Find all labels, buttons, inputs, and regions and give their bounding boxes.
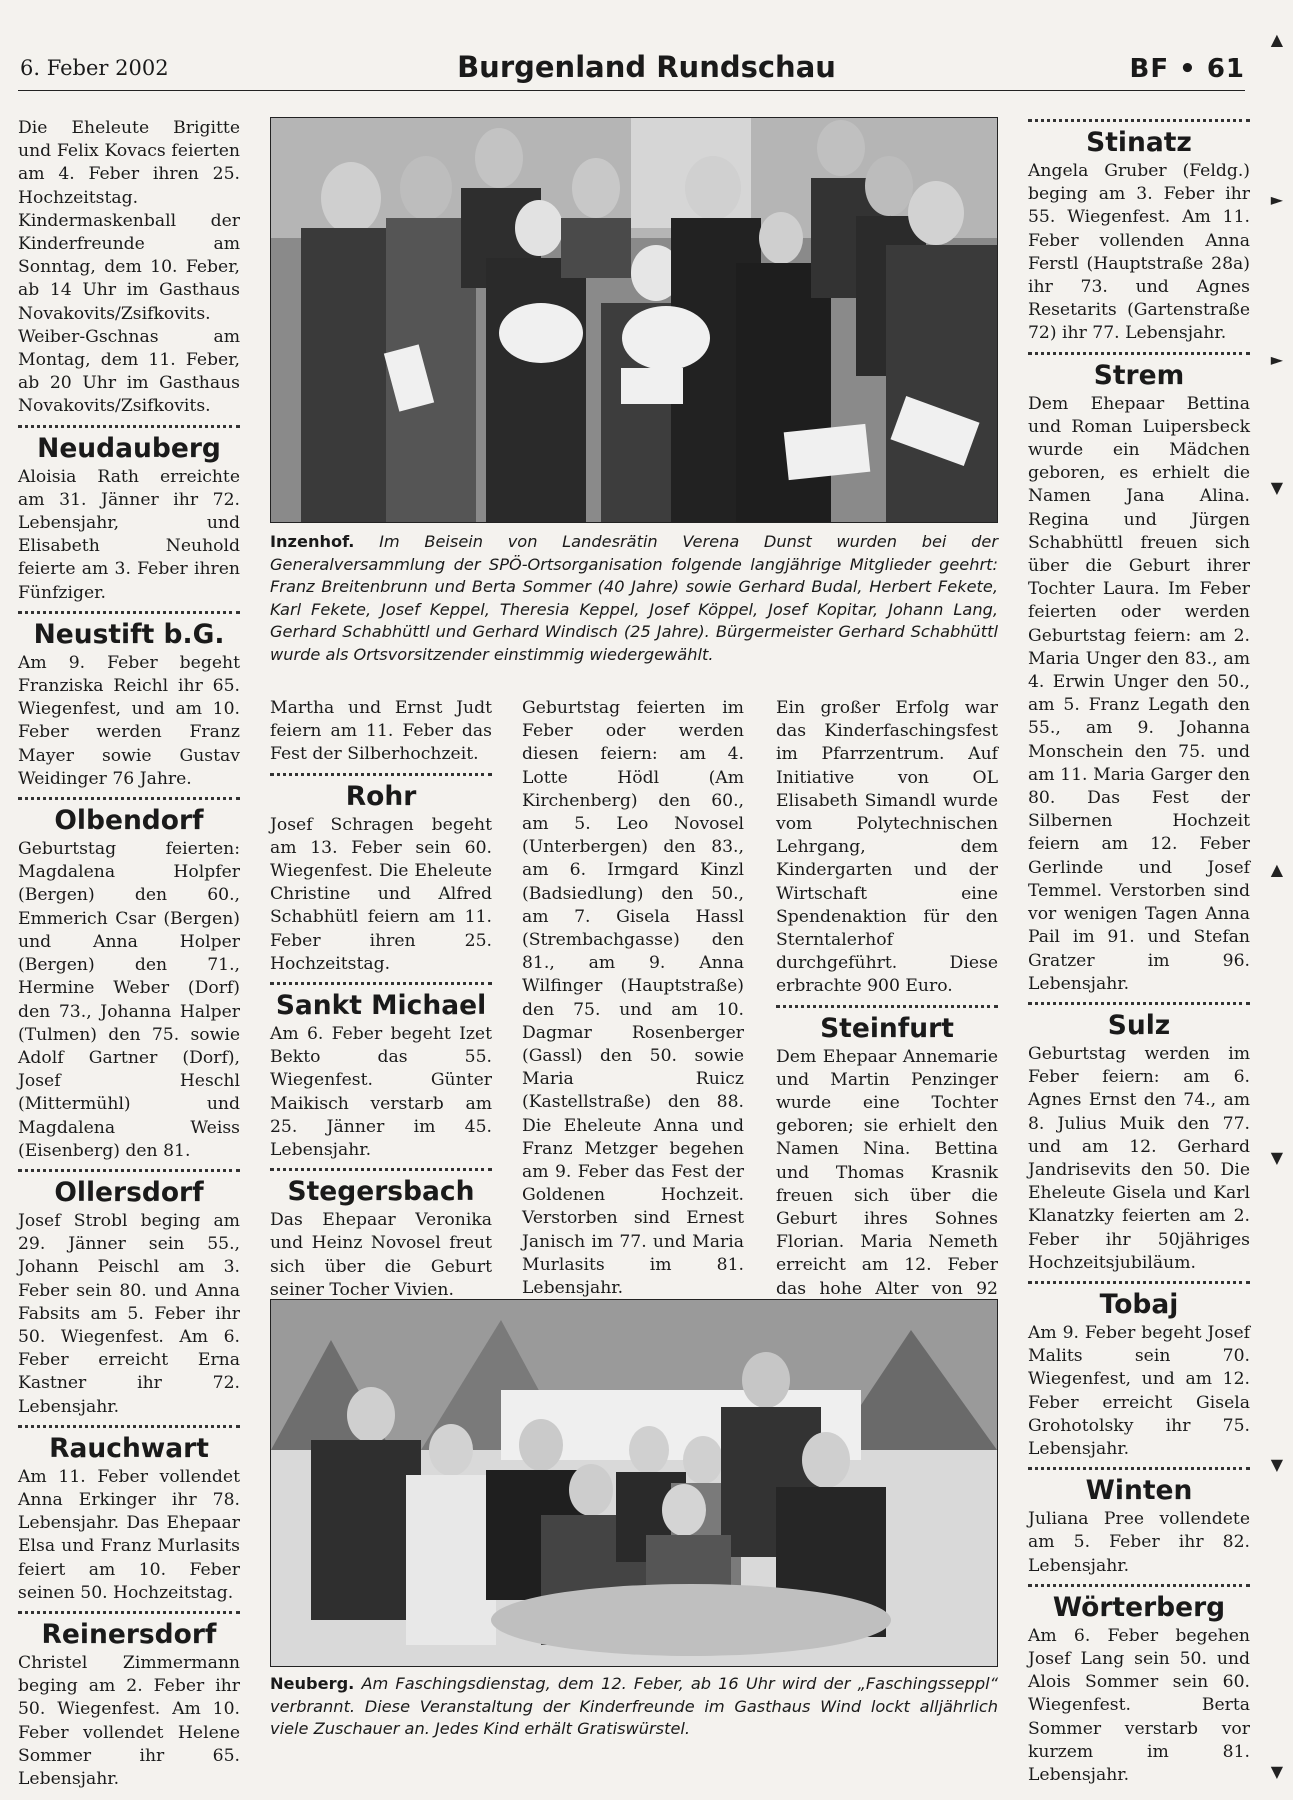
newspaper-title: Burgenland Rundschau [457,50,836,84]
dotted-divider [270,1168,492,1171]
section-text: Josef Schragen begeht am 13. Feber sein 60. Wiegenfest. Die Eheleute Christine und Alfred Schabhütl feiern am 11. Feber ihren 25. Hochzeitstag. [270,814,492,974]
section-text: Am 9. Feber begeht Franziska Reichl ihr 65. Wiegenfest, und am 10. Feber werden Franz Mayer sowie Gustav Weidinger 76 Jahre. [18,652,240,789]
section-heading: Strem [1093,359,1185,391]
scan-mark-icon: ▼ [1270,1762,1283,1781]
group-photo-inzenhof [270,117,998,523]
dotted-divider [18,1169,240,1172]
column-3 [522,697,744,1300]
dotted-divider [18,797,240,800]
section-heading: Stinatz [1086,127,1192,158]
dotted-divider [270,773,492,776]
caption-place: Inzenhof. [270,532,355,551]
section-heading: Neustift b.G. [33,618,225,650]
section-heading: Ollersdorf [54,1176,204,1208]
scan-mark-icon: ▲ [1270,860,1283,879]
column-5 [1028,119,1250,1787]
section-heading: Tobaj [1099,1288,1179,1320]
scan-mark-icon: ▲ [1270,30,1283,49]
section-heading: Sankt Michael [275,990,487,1022]
article-intro: Ein großer Erfolg war das Kinderfaschingsfest im Pfarrzentrum. Auf Initiative von OL Elisabeth Simandl wurde vom Polytechnischen Lehrgang, dem Kindergarten und der Wirtschaft eine Spendenaktion für den Sterntalerhof durchgeführt. Diese erbrachte 900 Euro. [776,698,998,997]
dotted-divider [270,982,492,985]
section-heading: Winten [1085,1475,1193,1507]
column-1 [18,117,240,1791]
dotted-divider [18,425,240,428]
section-heading: Neudauberg [37,432,221,464]
section-text: Josef Strobl beging am 29. Jänner sein 55., Johann Peischl am 3. Feber sein 80. und Anna Fabsits am 5. Feber ihr 50. Wiegenfest. Am 6. Feber erreicht Erna Kastner ihr 72. Lebensjahr. [18,1210,240,1417]
section-heading: Reinersdorf [41,1618,217,1650]
scan-mark-icon: ▼ [1270,1148,1283,1167]
section-text: Geburtstag werden im Feber feiern: am 6. Agnes Ernst den 74., am 8. Julius Muik den 77. und am 12. Gerhard Jandrisevits den 50. Die Eheleute Gisela und Karl Klanatzky feierten am 2. Feber ihr 50jähriges Hochzeitsjubiläum. [1028,1043,1250,1273]
header-rule [18,90,1245,91]
section-text: Dem Ehepaar Annemarie und Martin Penzinger wurde eine Tochter geboren; sie erhielt den Namen Nina. Bettina und Thomas Krasnik freuen sich über die Geburt ihres Sohnes Florian. Maria Nemeth erreicht am 12. Feber das hohe Alter von 92 [776,1046,998,1299]
dotted-divider [1028,1281,1250,1284]
section-text: Christel Zimmermann beging am 2. Feber ihr 50. Wiegenfest. Am 10. Feber vollendet Helene Sommer ihr 65. Lebensjahr. [18,1652,240,1789]
dotted-divider [776,1005,998,1008]
section-text: Aloisia Rath erreichte am 31. Jänner ihr 72. Lebensjahr, und Elisabeth Neuhold feierte am 3. Feber ihren Fünfziger. [18,466,240,603]
dotted-divider [18,1611,240,1614]
section-heading: Rauchwart [49,1432,209,1464]
scan-mark-icon: ► [1270,350,1283,369]
caption-place: Neuberg. [270,1674,355,1693]
section-heading: Wörterberg [1052,1591,1226,1623]
section-heading: Olbendorf [54,805,204,837]
scan-mark-icon: ▼ [1270,478,1283,497]
section-heading: Rohr [345,780,417,812]
dotted-divider [18,611,240,614]
column-4 [776,697,998,1324]
column-2 [270,697,492,1302]
photo-caption-inzenhof [270,531,998,666]
caption-text: Am Faschingsdienstag, dem 12. Feber, ab 16 Uhr wird der „Faschingsseppl“ verbrannt. Diese Veranstaltung der Kinderfreunde im Gasthaus Wind lockt alljährlich viele Zuschauer an. Jedes Kind erhält Gratiswürstel. [270,1674,998,1738]
section-heading: Sulz [1107,1009,1171,1041]
section-heading: Steinfurt [820,1012,954,1044]
group-photo-neuberg [270,1299,998,1667]
section-heading: Stegersbach [287,1176,475,1208]
section-text: Am 6. Feber begeht Izet Bekto das 55. Wiegenfest. Günter Maikisch verstarb am 25. Jänner im 45. Lebensjahr. [270,1024,492,1161]
article-intro: Martha und Ernst Judt feiern am 11. Feber das Fest der Silberhochzeit. [270,698,492,765]
dotted-divider [1028,1584,1250,1587]
section-text: Angela Gruber (Feldg.) beging am 3. Feber ihr 55. Wiegenfest. Am 11. Feber vollenden Anna Ferstl (Hauptstraße 28a) ihr 73. und Agnes Resetarits (Gartenstraße 72) ihr 77. Lebensjahr. [1028,161,1250,344]
photo-caption-neuberg [270,1673,998,1741]
dotted-divider [1028,119,1250,122]
section-text: Geburtstag feierten: Magdalena Holpfer (Bergen) den 60., Emmerich Csar (Bergen) und Anna Holper (Bergen) den 71., Hermine Weber (Dorf) den 73., Johanna Halper (Tulmen) den 75. sowie Adolf Gartner (Dorf), Josef Heschl (Mittermühl) und Magdalena Weiss (Eisenberg) den 81. [18,839,240,1161]
dotted-divider [1028,1002,1250,1005]
issue-date: 6. Feber 2002 [20,56,169,80]
article-intro: Die Eheleute Brigitte und Felix Kovacs feierten am 4. Feber ihren 25. Hochzeitstag. Kindermaskenball der Kinderfreunde am Sonntag, dem 10. Feber, ab 14 Uhr im Gasthaus Novakovits/Zsifkovits. Weiber-Gschnas am Montag, dem 11. Feber, ab 20 Uhr im Gasthaus Novakovits/Zsifkovits. [18,118,240,417]
scan-mark-icon: ▼ [1270,1455,1283,1474]
caption-text: Im Beisein von Landesrätin Verena Dunst wurden bei der Generalversammlung der SPÖ-Ortsorganisation folgende langjährige Mitglieder geehrt: Franz Breitenbrunn und Berta Sommer (40 Jahre) sowie Gerhard Budal, Herbert Fekete, Karl Fekete, Josef Keppel, Theresia Keppel, Josef Köppel, Josef Kopitar, Johann Lang, Gerhard Schabhüttl und Gerhard Windisch (25 Jahre). Bürgermeister Gerhard Schabhüttl wurde als Ortsvorsitzender einstimmig wiedergewählt. [270,532,998,664]
page-number: BF • 61 [1129,54,1245,84]
dotted-divider [18,1425,240,1428]
section-text: Am 11. Feber vollendet Anna Erkinger ihr 78. Lebensjahr. Das Ehepaar Elsa und Franz Murlasits feiert am 10. Feber seinen 50. Hochzeitstag. [18,1466,240,1603]
section-text: Juliana Pree vollendete am 5. Feber ihr 82. Lebensjahr. [1028,1509,1250,1576]
dotted-divider [1028,352,1250,355]
section-text: Das Ehepaar Veronika und Heinz Novosel freut sich über die Geburt seiner Tocher Vivien. [270,1210,492,1300]
article-text: Geburtstag feierten im Feber oder werden diesen feiern: am 4. Lotte Hödl (Am Kirchenberg) den 60., am 5. Leo Novosel (Unterbergen) den 83., am 6. Irmgard Kinzl (Badsiedlung) den 50., am 7. Gisela Hassl (Strembachgasse) den 81., am 9. Anna Wilfinger (Hauptstraße) den 75. und am 10. Dagmar Rosenberger (Gassl) den 50. sowie Maria Ruicz (Kastellstraße) den 88. Die Eheleute Anna und Franz Metzger begehen am 9. Feber das Fest der Goldenen Hochzeit. Verstorben sind Ernest Janisch im 77. und Maria Murlasits im 81. Lebensjahr. [522,698,744,1299]
section-text: Dem Ehepaar Bettina und Roman Luipersbeck wurde ein Mädchen geboren, es erhielt die Namen Jana Alina. Regina und Jürgen Schabhüttl freuen sich über die Geburt ihrer Tochter Laura. Im Feber feierten oder werden Geburtstag feiern: am 2. Maria Unger den 83., am 4. Erwin Unger den 50., am 5. Franz Legath den 55., am 9. Johanna Monschein den 75. und am 11. Maria Garger den 80. Das Fest der Silbernen Hochzeit feiern am 12. Feber Gerlinde und Josef Temmel. Verstorben sind vor wenigen Tagen Anna Pail im 91. und Stefan Gratzer im 96. Lebensjahr. [1028,393,1250,994]
section-text: Am 9. Feber begeht Josef Malits sein 70. Wiegenfest, und am 12. Feber erreicht Gisela Grohotolsky ihr 75. Lebensjahr. [1028,1322,1250,1459]
dotted-divider [1028,1467,1250,1470]
scan-mark-icon: ► [1270,190,1283,209]
section-text: Am 6. Feber begehen Josef Lang sein 50. und Alois Sommer sein 60. Wiegenfest. Berta Sommer verstarb vor kurzem im 81. Lebensjahr. [1028,1625,1250,1785]
